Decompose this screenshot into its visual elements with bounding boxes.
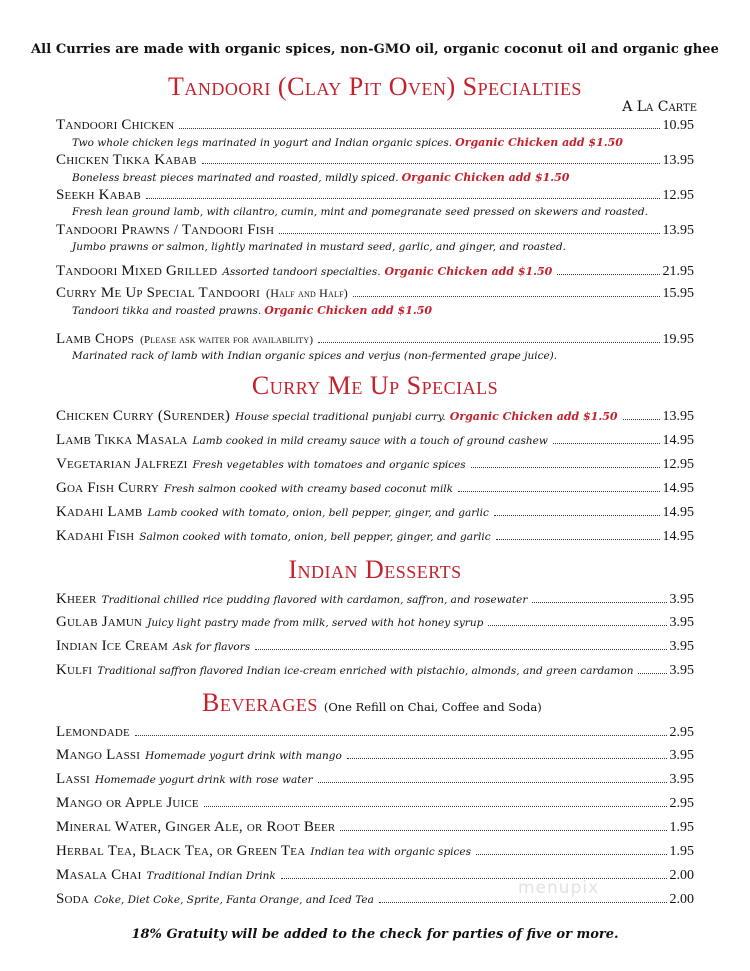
item-description: Homemade yogurt drink with rose water [95, 774, 313, 786]
item-name: Chicken Curry (Surender) [56, 408, 231, 424]
dot-leader [553, 443, 660, 444]
dot-leader [340, 830, 666, 831]
menu-item-kadahi-lamb [56, 504, 694, 521]
item-name: Mineral Water, Ginger Ale, or Root Beer [56, 819, 336, 835]
refill-note: (One Refill on Chai, Coffee and Soda) [323, 700, 542, 714]
availability-note: (Please ask waiter for availability) [140, 334, 314, 346]
desserts-section-title: Indian Desserts [288, 555, 462, 584]
menu-item-gulab-jamun [56, 614, 694, 631]
item-description: Coke, Diet Coke, Sprite, Fanta Orange, and Iced Tea [93, 894, 374, 906]
dot-leader [471, 467, 660, 468]
item-description: Fresh salmon cooked with creamy based coconut milk [164, 483, 454, 495]
item-name: Goa Fish Curry [56, 480, 160, 496]
item-name: Kadahi Lamb [56, 504, 143, 520]
menu-item-vegetarian-jalfrezi [56, 456, 694, 473]
item-price: 21.95 [662, 264, 694, 279]
dot-leader [202, 163, 660, 164]
item-name: Indian Ice Cream [56, 638, 168, 654]
item-price: 10.95 [662, 118, 694, 133]
item-description: Traditional chilled rice pudding flavored with cardamon, saffron, and rosewater [101, 594, 528, 606]
item-price: 13.95 [662, 409, 694, 424]
organic-chicken-note: Organic Chicken add $1.50 [264, 304, 432, 317]
menu-item-tandoori-chicken [56, 117, 694, 134]
menu-item-chicken-curry [56, 408, 694, 425]
item-price: 14.95 [662, 481, 694, 496]
item-name: Gulab Jamun [56, 614, 143, 630]
item-name: Tandoori Chicken [56, 117, 175, 133]
item-description [72, 171, 569, 184]
dot-leader [135, 735, 667, 736]
item-name: Kheer [56, 591, 97, 607]
dot-leader [318, 782, 667, 783]
item-description: House special traditional punjabi curry. [235, 411, 446, 423]
item-description [72, 136, 623, 149]
dot-leader [179, 128, 659, 129]
item-description: Jumbo prawns or salmon, lightly marinated in mustard seed, garlic, and ginger, and roasted. [72, 241, 566, 253]
menu-item-special-tandoori [56, 285, 694, 302]
dot-leader [347, 758, 667, 759]
dot-leader [557, 274, 659, 275]
item-description: Traditional saffron flavored Indian ice-cream enriched with pistachio, almonds, and green cardamon [97, 665, 634, 677]
item-name: Masala Chai [56, 867, 142, 883]
item-description [72, 304, 432, 317]
item-name: Tandoori Prawns / Tandoori Fish [56, 222, 275, 238]
beverages-title-text: Beverages [202, 688, 318, 717]
item-name: Seekh Kabab [56, 187, 142, 203]
dot-leader [458, 491, 659, 492]
menu-item-mango-apple-juice [56, 795, 694, 812]
menu-item-chicken-tikka-kabab [56, 152, 694, 169]
dot-leader [279, 233, 659, 234]
item-description: Indian tea with organic spices [310, 846, 472, 858]
item-price: 3.95 [669, 663, 694, 678]
menu-item-lassi [56, 771, 694, 788]
item-price: 12.95 [662, 188, 694, 203]
item-name: Chicken Tikka Kabab [56, 152, 197, 168]
item-price: 14.95 [662, 433, 694, 448]
dot-leader [476, 854, 666, 855]
item-name: Vegetarian Jalfrezi [56, 456, 188, 472]
item-description: Ask for flavors [172, 641, 251, 653]
item-description: Traditional Indian Drink [146, 870, 276, 882]
dot-leader [494, 515, 660, 516]
item-price: 13.95 [662, 153, 694, 168]
menu-item-mineral-water [56, 819, 694, 836]
menu-item-lemonade [56, 724, 694, 741]
item-name: Kulfi [56, 662, 93, 678]
item-price: 1.95 [669, 820, 694, 835]
menu-item-lamb-chops [56, 331, 694, 348]
item-description: Salmon cooked with tomato, onion, bell pepper, ginger, and garlic [139, 531, 491, 543]
specials-section-title: Curry Me Up Specials [251, 371, 499, 400]
item-description: Lamb cooked in mild creamy sauce with a touch of ground cashew [192, 435, 548, 447]
item-price: 3.95 [669, 772, 694, 787]
menu-item-mango-lassi [56, 747, 694, 764]
item-name: Lamb Tikka Masala [56, 432, 188, 448]
dot-leader [638, 673, 666, 674]
item-name: Lemondade [56, 724, 130, 740]
organic-chicken-note: Organic Chicken add $1.50 [449, 410, 618, 423]
item-name: Herbal Tea, Black Tea, or Green Tea [56, 843, 306, 859]
menupix-watermark: menupix [518, 878, 600, 898]
item-description: Juicy light pastry made from milk, served with hot honey syrup [147, 617, 484, 629]
item-qualifier: (Half and Half) [266, 286, 348, 300]
item-price: 13.95 [662, 223, 694, 238]
tandoori-section-title: Tandoori (Clay Pit Oven) Specialties [168, 72, 582, 101]
item-description-text: Tandoori tikka and roasted prawns. [72, 305, 262, 317]
item-price: 14.95 [662, 505, 694, 520]
organic-chicken-note: Organic Chicken add $1.50 [401, 171, 570, 184]
item-name: Mango Lassi [56, 747, 141, 763]
menu-item-tandoori-prawns-fish [56, 222, 694, 239]
item-price: 3.95 [669, 615, 694, 630]
dot-leader [318, 342, 659, 343]
item-name: Lamb Chops [56, 331, 135, 347]
item-price: 15.95 [662, 286, 694, 301]
item-name: Kadahi Fish [56, 528, 135, 544]
item-price: 3.95 [669, 639, 694, 654]
menu-item-kulfi [56, 662, 694, 679]
item-description: Fresh lean ground lamb, with cilantro, cumin, mint and pomegranate seed pressed on skewers and roasted. [72, 206, 648, 218]
item-description: Marinated rack of lamb with Indian organic spices and verjus (non-fermented grape juice). [72, 350, 558, 362]
item-price: 12.95 [662, 457, 694, 472]
item-price: 2.95 [669, 796, 694, 811]
item-price: 1.95 [669, 844, 694, 859]
dot-leader [146, 198, 659, 199]
dot-leader [255, 649, 666, 650]
dot-leader [204, 806, 667, 807]
item-name: Curry Me Up Special Tandoori [56, 285, 261, 301]
menu-item-indian-ice-cream [56, 638, 694, 655]
dot-leader [353, 296, 660, 297]
header-note: All Curries are made with organic spices, non-GMO oil, organic coconut oil and organic ghee [30, 42, 720, 57]
organic-chicken-note: Organic Chicken add $1.50 [384, 265, 553, 278]
item-name: Lassi [56, 771, 91, 787]
dot-leader [623, 419, 660, 420]
item-name: Soda [56, 891, 89, 907]
item-description: Assorted tandoori specialties. [222, 266, 381, 278]
dot-leader [379, 902, 667, 903]
item-name: Tandoori Mixed Grilled [56, 263, 218, 279]
dot-leader [281, 878, 667, 879]
item-price: 3.95 [669, 592, 694, 607]
menu-item-kheer [56, 591, 694, 608]
item-price: 3.95 [669, 748, 694, 763]
item-price: 2.00 [669, 892, 694, 907]
menu-item-tandoori-mixed-grilled [56, 263, 694, 280]
item-description-text: Boneless breast pieces marinated and roasted, mildly spiced. [72, 172, 399, 184]
item-description: Homemade yogurt drink with mango [145, 750, 342, 762]
item-name: Mango or Apple Juice [56, 795, 199, 811]
menu-item-seekh-kabab [56, 187, 694, 204]
menu-item-kadahi-fish [56, 528, 694, 545]
item-description-text: Two whole chicken legs marinated in yogurt and Indian organic spices. [72, 137, 453, 149]
item-price: 19.95 [662, 332, 694, 347]
menu-item-tea [56, 843, 694, 860]
item-description: Fresh vegetables with tomatoes and organic spices [192, 459, 466, 471]
item-price: 2.95 [669, 725, 694, 740]
dot-leader [532, 602, 666, 603]
item-description: Lamb cooked with tomato, onion, bell pepper, ginger, and garlic [147, 507, 489, 519]
menu-item-lamb-tikka-masala [56, 432, 694, 449]
organic-chicken-note: Organic Chicken add $1.50 [455, 136, 623, 149]
item-price: 2.00 [669, 868, 694, 883]
gratuity-note: 18% Gratuity will be added to the check for parties of five or more. [131, 927, 619, 942]
dot-leader [496, 539, 660, 540]
beverages-section-title [202, 688, 542, 718]
a-la-carte-label: A La Carte [622, 99, 697, 115]
menu-item-goa-fish-curry [56, 480, 694, 497]
dot-leader [488, 625, 666, 626]
item-price: 14.95 [662, 529, 694, 544]
